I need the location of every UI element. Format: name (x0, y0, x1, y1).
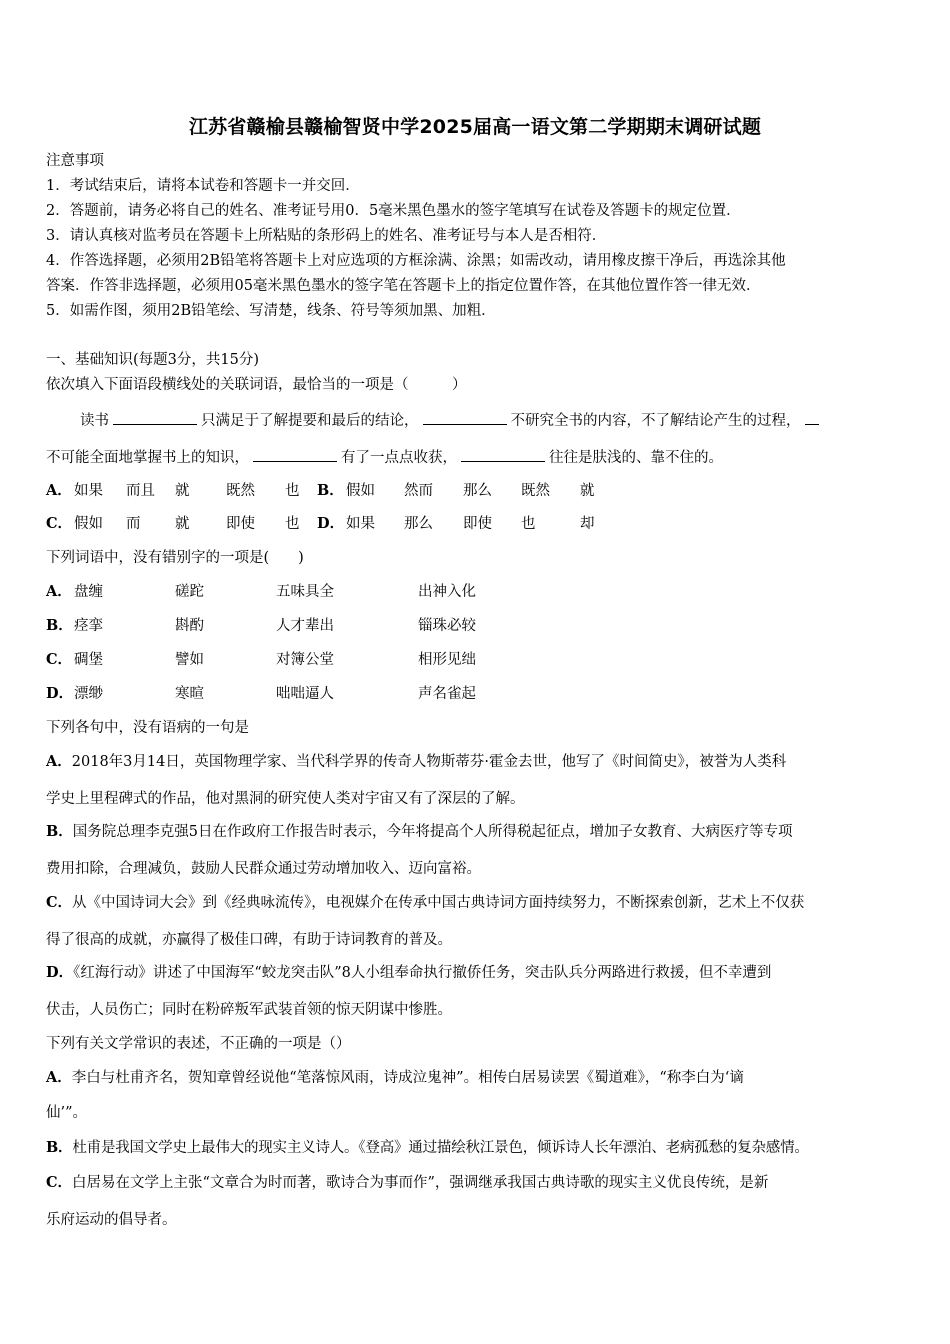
option-word: 那么 (404, 516, 433, 532)
option-word: 咄咄逼人 (276, 686, 334, 702)
option-word: 寒暄 (175, 686, 204, 702)
option-line (46, 1138, 809, 1158)
passage-text: 往往是肤浅的、靠不住的。 (549, 450, 723, 466)
option-word: 即使 (226, 516, 255, 532)
option-word: 既然 (226, 483, 255, 499)
option-line (46, 893, 804, 913)
option-word: 相形见绌 (418, 652, 476, 668)
option-word: 出神入化 (418, 584, 476, 600)
question-stem: 下列各句中，没有语病的一句是 (46, 720, 249, 736)
option-word: 那么 (463, 483, 492, 499)
option-letter: A． (46, 1069, 72, 1086)
passage-text: 读书 (80, 413, 109, 429)
option-word: 然而 (404, 483, 433, 499)
question-stem: 下列词语中，没有错别字的一项是( ) (46, 550, 304, 566)
option-letter: C． (46, 1174, 73, 1191)
option-word: 假如 (74, 516, 103, 532)
option-line (46, 752, 786, 772)
option-word: 也 (285, 483, 300, 499)
option-word: 人才辈出 (276, 618, 334, 634)
notice-heading: 注意事项 (46, 153, 104, 169)
option-letter: C． (46, 651, 73, 668)
option-word: 五味具全 (276, 584, 334, 600)
option-text: 伏击，人员伤亡；同时在粉碎叛军武装首领的惊天阴谋中惨胜。 (46, 1002, 452, 1018)
option-text: 白居易在文学上主张“文章合为时而著，歌诗合为事而作”，强调继承我国古典诗歌的现实主义优良传统，是新 (72, 1175, 769, 1191)
option-word: 而 (126, 516, 141, 532)
option-word: 既然 (521, 483, 550, 499)
notice-item: 1．考试结束后，请将本试卷和答题卡一并交回． (46, 178, 360, 194)
passage-text: 有了一点点收获， (341, 450, 457, 466)
option-word: 如果 (346, 516, 375, 532)
option-word: 就 (175, 516, 190, 532)
answer-blank (805, 410, 819, 425)
question-stem: 下列有关文学常识的表述，不正确的一项是（） (46, 1036, 351, 1052)
option-text: 杜甫是我国文学史上最伟大的现实主义诗人。《登高》通过描绘秋江景色，倾诉诗人长年漂泊、老病孤愁的复杂感情。 (72, 1140, 809, 1156)
notice-item: 答案．作答非选择题，必须用05毫米黑色墨水的签字笔在答题卡上的指定位置作答，在其他位置作答一律无效． (46, 278, 761, 294)
option-letter: A． (46, 482, 72, 499)
option-letter: D． (46, 685, 74, 702)
option-word: 痉挛 (74, 618, 103, 634)
option-word: 而且 (126, 483, 155, 499)
option-text: 从《中国诗词大会》到《经典咏流传》，电视媒介在传承中国古典诗词方面持续努力，不断探索创新，艺术上不仅获 (72, 895, 805, 911)
option-letter: B． (46, 823, 73, 840)
option-word: 如果 (74, 483, 103, 499)
option-word: 碉堡 (74, 652, 103, 668)
notice-item: 2．答题前，请务必将自己的姓名、准考证号用0．5毫米黑色墨水的签字笔填写在试卷及答题卡的规定位置． (46, 203, 741, 219)
option-word: 漂缈 (74, 686, 103, 702)
option-word: 即使 (463, 516, 492, 532)
option-text: 李白与杜甫齐名，贺知章曾经说他“笔落惊风雨，诗成泣鬼神”。相传白居易读罢《蜀道难》，“称李白为‘谪 (71, 1070, 744, 1086)
option-text: 得了很高的成就，亦赢得了极佳口碑，有助于诗词教育的普及。 (46, 932, 452, 948)
option-text: 国务院总理李克强5日在作政府工作报告时表示，今年将提高个人所得税起征点，增加子女教育、大病医疗等专项 (72, 824, 793, 840)
option-word: 磋跎 (175, 584, 204, 600)
option-letter: D． (46, 964, 74, 981)
option-word: 假如 (346, 483, 375, 499)
option-letter: C． (46, 894, 73, 911)
option-text: 乐府运动的倡导者。 (46, 1212, 177, 1228)
passage-text: 只满足于了解提要和最后的结论， (201, 413, 419, 429)
option-word: 就 (580, 483, 595, 499)
option-word: 也 (521, 516, 536, 532)
option-letter: B． (46, 1139, 73, 1156)
option-text: 《红海行动》讲述了中国海军“蛟龙突击队”8人小组奉命执行撤侨任务，突击队兵分两路进行救援，但不幸遭到 (73, 965, 772, 981)
passage-line (80, 410, 819, 431)
option-line (46, 822, 793, 842)
option-line (46, 1068, 744, 1088)
option-line (46, 963, 771, 983)
answer-blank (113, 410, 197, 425)
answer-blank (461, 447, 545, 462)
option-line (46, 1173, 768, 1193)
answer-blank (253, 447, 337, 462)
option-word: 就 (175, 483, 190, 499)
option-letter: C． (46, 515, 73, 532)
passage-line (46, 447, 723, 468)
question-stem: 依次填入下面语段横线处的关联词语，最恰当的一项是（ ） (46, 377, 467, 393)
option-word: 譬如 (175, 652, 204, 668)
option-word: 声名雀起 (418, 686, 476, 702)
option-text: 学史上里程碑式的作品，他对黑洞的研究使人类对宇宙又有了深层的了解。 (46, 791, 525, 807)
section-heading: 一、基础知识(每题3分，共15分) (46, 352, 259, 368)
option-letter: A． (46, 753, 72, 770)
option-word: 斟酌 (175, 618, 204, 634)
option-letter: A． (46, 583, 72, 600)
option-word: 对簿公堂 (276, 652, 334, 668)
notice-item: 4．作答选择题，必须用2B铅笔将答题卡上对应选项的方框涂满、涂黑；如需改动，请用橡皮擦干净后，再选涂其他 (46, 253, 786, 269)
option-text: 2018年3月14日，英国物理学家、当代科学界的传奇人物斯蒂芬·霍金去世，他写了《时间简史》，被誉为人类科 (71, 754, 787, 770)
passage-text: 不可能全面地掌握书上的知识， (46, 450, 249, 466)
option-word: 也 (285, 516, 300, 532)
answer-blank (423, 410, 507, 425)
option-letter: D． (317, 515, 345, 532)
option-letter: B． (46, 617, 73, 634)
passage-text: 不研究全书的内容，不了解结论产生的过程， (510, 413, 801, 429)
option-word: 盘缠 (74, 584, 103, 600)
option-word: 却 (580, 516, 595, 532)
option-word: 锱珠必较 (418, 618, 476, 634)
option-text: 费用扣除，合理减负，鼓励人民群众通过劳动增加收入、迈向富裕。 (46, 861, 481, 877)
option-letter: B． (317, 482, 344, 499)
notice-item: 5．如需作图，须用2B铅笔绘、写清楚，线条、符号等须加黑、加粗． (46, 303, 496, 319)
option-text: 仙’”。 (46, 1105, 88, 1121)
exam-title: 江苏省赣榆县赣榆智贤中学2025届高一语文第二学期期末调研试题 (188, 116, 762, 138)
notice-item: 3．请认真核对监考员在答题卡上所粘贴的条形码上的姓名、准考证号与本人是否相符． (46, 228, 607, 244)
